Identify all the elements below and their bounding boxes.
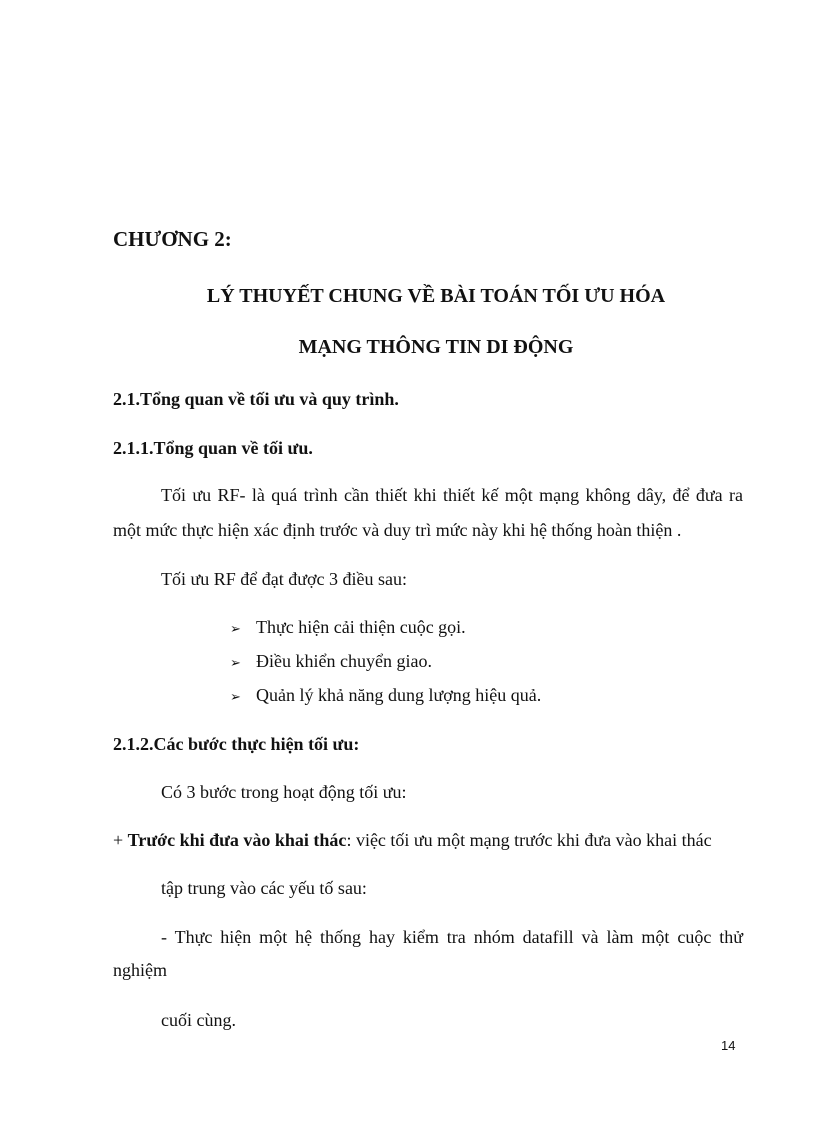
list-item-text: Quản lý khả năng dung lượng hiệu quả. — [256, 685, 542, 705]
paragraph: Có 3 bước trong hoạt động tối ưu: — [161, 782, 407, 802]
section-heading-2-1: 2.1.Tổng quan về tối ưu và quy trình. — [113, 389, 399, 409]
paragraph-prefix: + — [113, 830, 128, 850]
paragraph-text: : việc tối ưu một mạng trước khi đưa vào khai thác — [346, 830, 712, 850]
emphasis-text: Trước khi đưa vào khai thác — [127, 830, 347, 850]
page-number: 14 — [721, 1038, 736, 1053]
paragraph-line: Tối ưu RF- là quá trình cần thiết khi thiết kế một mạng không dây, để đưa ra — [161, 485, 743, 505]
chapter-title-line-1: LÝ THUYẾT CHUNG VỀ BÀI TOÁN TỐI ƯU HÓA — [206, 285, 666, 307]
list-item — [230, 684, 541, 709]
chapter-heading: CHƯƠNG 2: — [113, 227, 232, 251]
list-item — [230, 650, 432, 675]
paragraph — [113, 829, 712, 851]
section-heading-2-1-2: 2.1.2.Các bước thực hiện tối ưu: — [113, 734, 360, 754]
paragraph: Tối ưu RF để đạt được 3 điều sau: — [161, 569, 407, 589]
arrow-bullet-icon: ➢ — [230, 622, 241, 637]
paragraph-line: một mức thực hiện xác định trước và duy trì mức này khi hệ thống hoàn thiện . — [113, 520, 682, 540]
arrow-bullet-icon: ➢ — [230, 656, 241, 671]
paragraph-line: - Thực hiện một hệ thống hay kiểm tra nhóm datafill và làm một cuộc thử — [161, 927, 743, 947]
paragraph-line: nghiệm — [113, 960, 167, 980]
list-item-text: Điều khiển chuyển giao. — [256, 651, 432, 671]
chapter-title-line-2: MẠNG THÔNG TIN DI ĐỘNG — [298, 336, 574, 358]
section-heading-2-1-1: 2.1.1.Tổng quan về tối ưu. — [113, 438, 313, 458]
paragraph: cuối cùng. — [161, 1010, 236, 1030]
arrow-bullet-icon: ➢ — [230, 690, 241, 705]
list-item — [230, 616, 466, 641]
paragraph: tập trung vào các yếu tố sau: — [161, 878, 367, 898]
list-item-text: Thực hiện cải thiện cuộc gọi. — [256, 617, 466, 637]
